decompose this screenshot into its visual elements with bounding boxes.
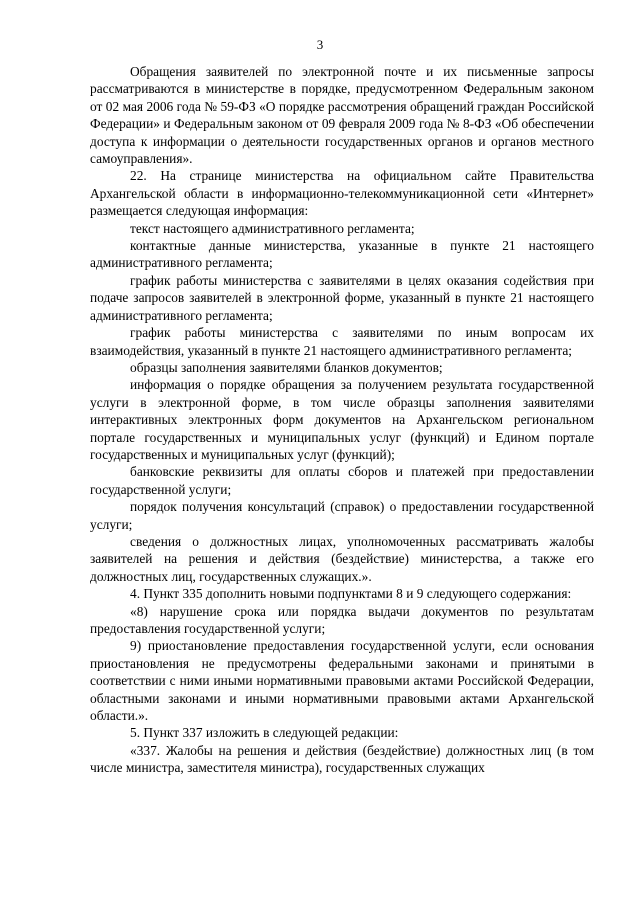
paragraph-item-337: «337. Жалобы на решения и действия (бездействие) должностных лиц (в том числе министра, заместителя министра), государственных служащих xyxy=(90,742,594,776)
list-item-contact-data: контактные данные министерства, указанные в пункте 21 настоящего административного регламента; xyxy=(90,238,594,271)
list-item-officials-info: сведения о должностных лицах, уполномоченных рассматривать жалобы заявителей на решения и действия (бездействие) министерства, а также его должностных лиц, государственных служащих.». xyxy=(90,533,594,584)
paragraph-item-4: 4. Пункт 335 дополнить новыми подпунктами 8 и 9 следующего содержания: xyxy=(130,586,572,602)
list-item-schedule-other: график работы министерства с заявителями по иным вопросам их взаимодействия, указанный в пункте 21 настоящего административного регламента; xyxy=(90,325,594,358)
list-item-consultations: порядок получения консультаций (справок) о предоставлении государственной услуги; xyxy=(90,499,594,532)
paragraph-appeals: Обращения заявителей по электронной почте и их письменные запросы рассматриваются в министерстве в порядке, предусмотренном Федеральным законом от 02 мая 2006 года № 59-ФЗ «О порядке рассмотрения обращений граждан Российской Федерации» и Федеральным законом от 09 февраля 2009 года № 8-ФЗ «Об обеспечении доступа к информации о деятельности государственных органов и органов местного самоуправления». xyxy=(90,64,594,167)
list-item-bank-details: банковские реквизиты для оплаты сборов и платежей при предоставлении государственной услуги; xyxy=(90,464,594,497)
list-item-regulation-text: текст настоящего административного регламента; xyxy=(130,220,415,236)
list-item-schedule-electronic: график работы министерства с заявителями в целях оказания содействия при подаче запросов заявителей в электронной форме, указанный в пункте 21 настоящего административного регламента; xyxy=(90,272,594,323)
subitem-9: 9) приостановление предоставления государственной услуги, если основания приостановления не предусмотрены федеральными законами и принятыми в соответствии с ними иными нормативными правовыми актами Российской Федерации, областными законами и иными нормативными правовыми актами Архангельской области.». xyxy=(90,638,594,724)
document-body xyxy=(90,63,594,777)
list-item-electronic-result-info: информация о порядке обращения за получением результата государственной услуги в электронной форме, в том числе образцы заполнения заявителями интерактивных электронных форм документов на Архангельском региональном портале государственных и муниципальных услуг (функций) и Едином портале государственных и муниципальных услуг (функций); xyxy=(90,377,594,462)
paragraph-item-22: 22. На странице министерства на официальном сайте Правительства Архангельской области в информационно-телекоммуникационной сети «Интернет» размещается следующая информация: xyxy=(90,168,594,219)
subitem-8: «8) нарушение срока или порядка выдачи документов по результатам предоставления государственной услуги; xyxy=(90,603,594,636)
page-number: 3 xyxy=(316,37,324,52)
list-item-form-samples: образцы заполнения заявителями бланков документов; xyxy=(130,359,443,375)
paragraph-item-5: 5. Пункт 337 изложить в следующей редакции: xyxy=(130,725,399,741)
